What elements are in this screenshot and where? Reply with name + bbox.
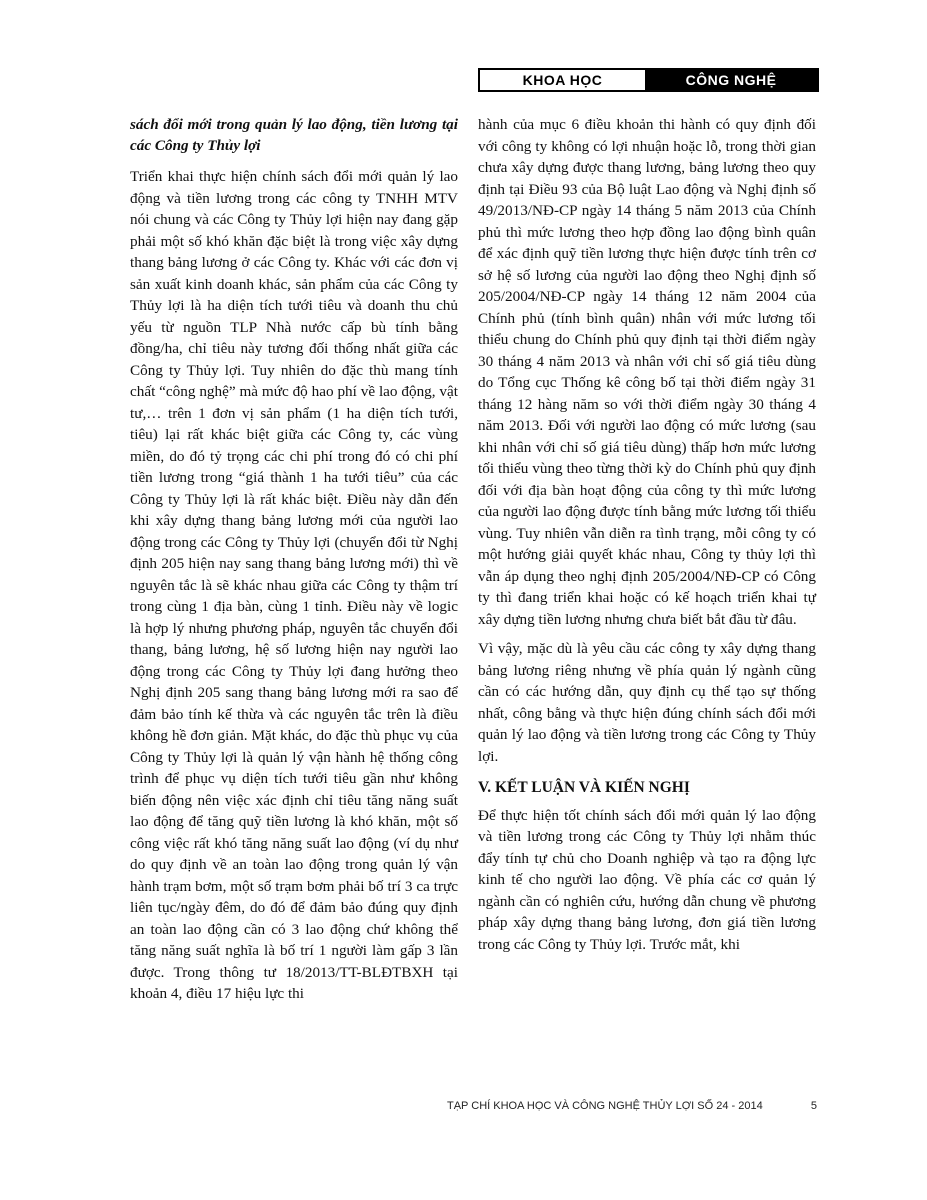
body-paragraph: Triển khai thực hiện chính sách đổi mới quản lý lao động và tiền lương trong các công ty TNHH MTV nói chung và các Công ty Thủy lợi hiện nay đang gặp phải một số khó khăn đặc biệt là trong việc xây dựng thang bảng lương ở các Công ty. Khác với các đơn vị sản xuất kinh doanh khác, sản phẩm của các Công ty Thủy lợi là ha diện tích tưới tiêu và doanh thu chủ yếu từ nguồn TLP Nhà nước cấp bù tính bằng đồng/ha, chỉ tiêu này tương đối thống nhất giữa các Công ty Thủy lợi. Tuy nhiên do đặc thù mang tính chất “công nghệ” mà mức độ hao phí về lao động, vật tư,… trên 1 đơn vị sản phẩm (1 ha diện tích tưới, tiêu) lại rất khác biệt giữa các Công ty, các vùng miền, do đó tỷ trọng các chi phí trong đó có chi phí tiền lương trong “giá thành 1 ha tưới tiêu” của các Công ty Thủy lợi là rất khác biệt. Điều này dẫn đến khi xây dựng thang bảng lương mới của người lao động trong các Công ty Thủy lợi (chuyển đổi từ Nghị định 205 hiện nay sang thang bảng lương mới) thì về nguyên tắc là sẽ khác nhau giữa các Công ty thậm trí trong cùng 1 địa bàn, cùng 1 tỉnh. Điều này về logic là hợp lý nhưng phương pháp, nguyên tắc chuyển đổi thang, bảng lương, hệ số lương hiện nay người lao động trong các Công ty Thủy lợi đang hưởng theo Nghị định 205 sang thang bảng lương mới ra sao để đảm bảo tính kế thừa và các nguyên tắc trên là điều không hề đơn giản. Mặt khác, do đặc thù phục vụ của Công ty Thủy lợi là quản lý vận hành hệ thống công trình để phục vụ diện tích tưới tiêu gần như không biến động nên việc xác định chỉ tiêu tăng năng suất lao động để tăng quỹ tiền lương là khó khăn, một số công việc rất khó tăng năng suất lao động (ví dụ như do quy định về an toàn lao động trong quản lý vận hành trạm bơm, một số trạm bơm phải bố trí 3 ca trực liên tục/ngày đêm, do đó để đảm bảo đúng quy định an toàn lao động cần có 3 lao động chứ không thể tăng năng suất nghĩa là bố trí 1 người làm gấp 3 lần được. Trong thông tư 18/2013/TT-BLĐTBXH tại khoản 4, điều 17 hiệu lực thi (130, 168, 458, 1002)
section-heading: V. KẾT LUẬN VÀ KIẾN NGHỊ (478, 779, 690, 796)
page-number: 5 (810, 1100, 817, 1112)
body-paragraph: Vì vậy, mặc dù là yêu cầu các công ty xây dựng thang bảng lương riêng nhưng về phía quản lý ngành cũng cần có các hướng dẫn, quy định cụ thể tạo sự thống nhất, công bằng và thực hiện đúng chính sách đổi mới quản lý lao động và tiền lương trong các Công ty Thủy lợi. (478, 640, 816, 765)
header-khoa-hoc: KHOA HỌC (480, 70, 645, 90)
running-header (478, 68, 819, 92)
left-column (130, 114, 458, 1013)
body-paragraph: hành của mục 6 điều khoản thi hành có quy định đối với công ty không có lợi nhuận hoặc lỗ, trong thời gian chưa xây dựng được thang lương, bảng lương theo quy định tại Điều 93 của Bộ luật Lao động và Nghị định số 49/2013/NĐ-CP ngày 14 tháng 5 năm 2013 của Chính phủ thì mức lương theo hợp đồng lao động bình quân để xác định quỹ tiền lương thực hiện được tính trên cơ sở hệ số lương của người lao động theo Nghị định số 205/2004/NĐ-CP ngày 14 tháng 12 năm 2004 của Chính phủ (tính bình quân) nhân với mức lương tối thiểu chung do Chính phủ quy định tại thời điểm ngày 30 tháng 4 năm 2013 và nhân với chỉ số giá tiêu dùng do Tổng cục Thống kê công bố tại thời điểm ngày 31 tháng 12 hàng năm so với thời điểm ngày 30 tháng 4 năm 2013. Đối với người lao động có mức lương (sau khi nhân với chỉ số giá tiêu dùng) thấp hơn mức lương tối thiểu vùng theo từng thời kỳ do Chính phủ quy định đối với địa bàn hoạt động của công ty thì mức lương của người lao động được tính bằng mức lương tối thiểu vùng. Tuy nhiên vẫn diễn ra tình trạng, mỗi công ty có một hướng giải quyết khác nhau, Công ty thủy lợi thì vẫn áp dụng theo nghị định 205/2004/NĐ-CP có Công ty thì đang triển khai hoặc có kế hoạch triển khai tự xây dựng tiền lương nhưng chưa biết bắt đầu từ đâu. (478, 116, 816, 628)
section-subheading: sách đổi mới trong quản lý lao động, tiền lương tại các Công ty Thủy lợi (130, 116, 458, 154)
body-paragraph: Để thực hiện tốt chính sách đổi mới quản lý lao động và tiền lương trong các Công ty Thủy lợi nhằm thúc đẩy tính tự chủ cho Doanh nghiệp và tạo ra động lực kinh tế cho người lao động. Về phía các cơ quản lý ngành cần có nghiên cứu, hướng dẫn chung về phương pháp xây dựng thang bảng lương, đơn giá tiền lương trong các Công ty Thủy lợi. Trước mắt, khi (478, 806, 816, 953)
right-column (478, 114, 816, 963)
journal-title: TẠP CHÍ KHOA HỌC VÀ CÔNG NGHỆ THỦY LỢI SỐ 24 - 2014 (447, 1100, 763, 1112)
page-footer (447, 1100, 817, 1112)
header-cong-nghe: CÔNG NGHỆ (645, 70, 817, 90)
